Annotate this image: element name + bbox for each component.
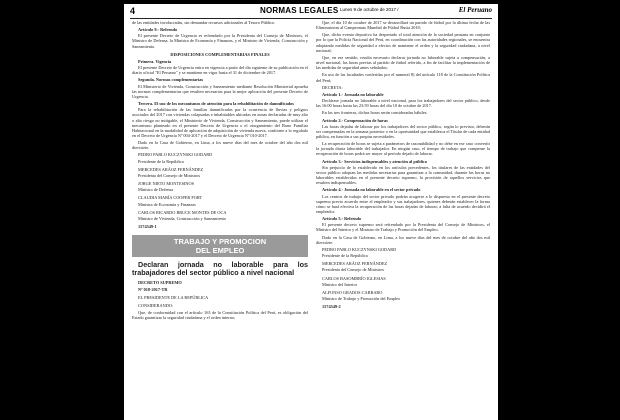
- provision-1-title: Primera. Vigencia: [138, 58, 172, 64]
- signature-name: MERCEDES ARÁOZ FERNÁNDEZ: [322, 261, 388, 267]
- signature-name: JORGE NIETO MONTESINOS: [138, 181, 195, 187]
- publication-date: Lunes 9 de octubre de 2017 /: [340, 7, 399, 12]
- right-column: [316, 20, 490, 418]
- page-number: 4: [130, 6, 136, 16]
- provision-3-text: Para la rehabilitación de las familias damnificadas por la ocurrencia de lluvias y peligros asociados del 2017 con viviendas colapsadas e inhabitables ubicadas en zonas declaradas de muy alto o alto riesgo no mitigable, el Ministerio de Vivienda, Construcción y Saneamiento, puede utilizar el mecanismo planteado en el presente Decreto de Urgencia o el otorgamiento del Bono Familiar Habitacional en la modalidad de aplicación de adquisición de vivienda nueva, conforme a lo regulado en el Decreto de Urgencia Nº 004-2017 y el Decreto de Urgencia Nº 010-2017.: [132, 107, 308, 138]
- signature-name: CARLOS RICARDO BRUCE MONTES DE OCA: [138, 209, 227, 215]
- paragraph: Que, dicho evento deportivo ha despertado el total atención de la sociedad peruana en conjunto por lo que la Policía Nacional del Perú, en coordinación con las autoridades regionales, se encuentra adoptando medidas de seguridad a efectos de mantener el orden y la seguridad ciudadana, a nivel nacional;: [316, 32, 490, 53]
- provision-3-title: Tercera. El uso de los mecanismos de atención para la rehabilitación de damnificados: [138, 101, 294, 107]
- signature-role: Presidenta del Consejo de Ministros: [138, 172, 201, 178]
- section-banner: [132, 235, 308, 257]
- banner-line-1: TRABAJO Y PROMOCION: [173, 237, 267, 247]
- section-title: NORMAS LEGALES: [260, 6, 339, 15]
- decreta-label: DECRETA:: [322, 84, 343, 90]
- article-1-title: Artículo 1.- Jornada no laborable: [322, 91, 384, 97]
- provision-1-text: El presente Decreto de Urgencia entra en vigencia a partir del día siguiente de su publicación en el diario oficial "El Peruano" y se mantiene en vigor hasta el 31 de diciembre de 2017.: [132, 65, 308, 76]
- paragraph: Que, el día 10 de octubre de 2017 se desarrollará un partido de fútbol por la última fecha de las Eliminatorias al Campeonato Mundial de Fútbol Rusia 2018;: [316, 20, 490, 31]
- signature-name: PEDRO PABLO KUCZYNSKI GODARD: [322, 246, 397, 252]
- article-3-text: Sin perjuicio de lo establecido en los artículos precedentes, los titulares de las entidades del sector público adoptan las medidas necesarias para garantizar a la comunidad, durante las horas no laborables establecidas en el presente decreto supremo, la provisión de aquellos servicios que resulten indispensables.: [316, 164, 490, 186]
- provision-2-text: El Ministerio de Vivienda, Construcción y Saneamiento mediante Resolución Ministerial aprueba las normas complementarias que resulten necesarias para la mejor aplicación del presente Decreto de Urgencia.: [132, 83, 308, 99]
- publication-code: 1574549-2: [322, 304, 341, 310]
- signature-role: Presidenta del Consejo de Ministros: [322, 267, 385, 273]
- signature-name: MERCEDES ARÁOZ FERNÁNDEZ: [138, 166, 204, 172]
- article-4-text: Los centros de trabajo del sector privado podrán acogerse a lo dispuesto en el presente decreto supremo previo acuerdo entre el empleador y sus trabajadores, quienes deberán establecer la forma cómo se hará efectiva la recuperación de las horas dejadas de laborar; a falta de acuerdo decidirá el empleador.: [316, 193, 490, 214]
- article-9-text: El presente Decreto de Urgencia es refrendado por la Presidenta del Consejo de Ministros, el Ministro de Defensa, la Ministra de Economía y Finanzas, y el Ministro de Vivienda, Construcción y Saneamiento.: [132, 33, 308, 49]
- signature-role: Ministra de Economía y Finanzas: [138, 201, 196, 207]
- article-2-text: Las horas dejadas de laborar por los trabajadores del sector público, según lo previsto, deberán ser compensadas en la semana posterior o en la oportunidad que establezca el Titular de cada entidad pública, en función a sus propias necesidades.: [316, 123, 490, 139]
- signature-name: ALFONSO GRADOS CARRARO: [322, 289, 383, 295]
- signature-role: Presidente de la República: [138, 158, 184, 164]
- article-4-title: Artículo 4.- Jornada no laborable en el sector privado: [322, 187, 421, 193]
- paragraph: En uso de las facultades conferidas por el numeral 8) del artículo 118 de la Constitución Política del Perú;: [316, 72, 490, 83]
- signature-name: CARLOS BASOMBRÍO IGLESIAS: [322, 275, 386, 281]
- article-1-text: Declárase jornada no laborable a nivel nacional, para los trabajadores del sector público, desde las 16:00 horas hasta las 23:59 horas del día 10 de octubre de 2017.: [316, 98, 490, 109]
- signature-role: Presidente de la República: [322, 253, 368, 259]
- banner-line-2: DEL EMPLEO: [195, 246, 245, 256]
- article-5-title: Artículo 5.- Refrendo: [322, 216, 362, 222]
- paragraph: Que, en ese sentido, resulta necesario declarar jornada no laborable sujeta a compensación, a nivel nacional, las horas previas al partido de fútbol referido, a fin de facilitar la implementación de las medidas de seguridad antes señaladas;: [316, 54, 490, 71]
- intro-text: de las entidades involucradas, sin demandar recursos adicionales al Tesoro Público.: [132, 20, 276, 25]
- article-9-title: Artículo 9.- Refrendo: [138, 27, 178, 33]
- article-1-text-2: En las tres fronteras, dichas horas serán consideradas hábiles.: [322, 110, 428, 116]
- final-provisions-heading: DISPOSICIONES COMPLEMENTARIAS FINALES: [170, 51, 270, 57]
- given-text: Dado en la Casa de Gobierno, en Lima, a los nueve días del mes de octubre del año dos mil diecisiete.: [316, 234, 490, 245]
- decree-number: Nº 018-2017-TR: [138, 286, 168, 292]
- president-line: EL PRESIDENTE DE LA REPÚBLICA: [138, 294, 209, 300]
- page-header: [130, 6, 492, 19]
- left-column: [132, 20, 308, 418]
- article-5-text: El presente decreto supremo será refrendado por la Presidenta del Consejo de Ministros, el Ministro del Interior y el Ministro de Trabajo y Promoción del Empleo.: [316, 222, 490, 233]
- article-3-title: Artículo 3.- Servicios indispensables y atención al público: [322, 158, 428, 164]
- decree-type: DECRETO SUPREMO: [138, 279, 182, 285]
- signature-role: Ministro de Trabajo y Promoción del Empleo: [322, 296, 401, 302]
- signature-role: Ministro del Interior: [322, 281, 358, 287]
- considering-text: Que, de conformidad con el artículo 163 de la Constitución Política del Perú, es obligación del Estado garantizar la seguridad ciudadana y el orden interno;: [132, 310, 308, 321]
- signature-name: PEDRO PABLO KUCZYNSKI GODARD: [138, 152, 213, 158]
- given-text: Dado en la Casa de Gobierno, en Lima, a los nueve días del mes de octubre del año dos mil diecisiete.: [132, 140, 308, 151]
- decree-headline: Declaran jornada no laborable para los trabajadores del sector público a nivel nacional: [132, 260, 308, 278]
- signature-role: Ministro de Defensa: [138, 187, 174, 193]
- article-2-title: Artículo 2.- Compensación de horas: [322, 117, 388, 123]
- publication-code: 1574549-1: [138, 224, 157, 229]
- signature-name: CLAUDIA MARÍA COOPER FORT: [138, 195, 203, 201]
- article-2-text-2: La recuperación de horas se sujeta a parámetros de razonabilidad y no debe en ese caso convertir la jornada diaria laborable del trabajador. En ningún caso, el tiempo de trabajo que compense la recuperación de horas podrá ser mayor al período dejado de laborar.: [316, 141, 490, 157]
- provision-2-title: Segunda. Normas complementarias: [138, 77, 204, 83]
- considering-label: CONSIDERANDO:: [138, 303, 174, 309]
- newspaper-name: El Peruano: [458, 6, 492, 14]
- signature-role: Ministro de Vivienda, Construcción y Saneamiento: [138, 215, 226, 221]
- newspaper-page: [124, 4, 498, 420]
